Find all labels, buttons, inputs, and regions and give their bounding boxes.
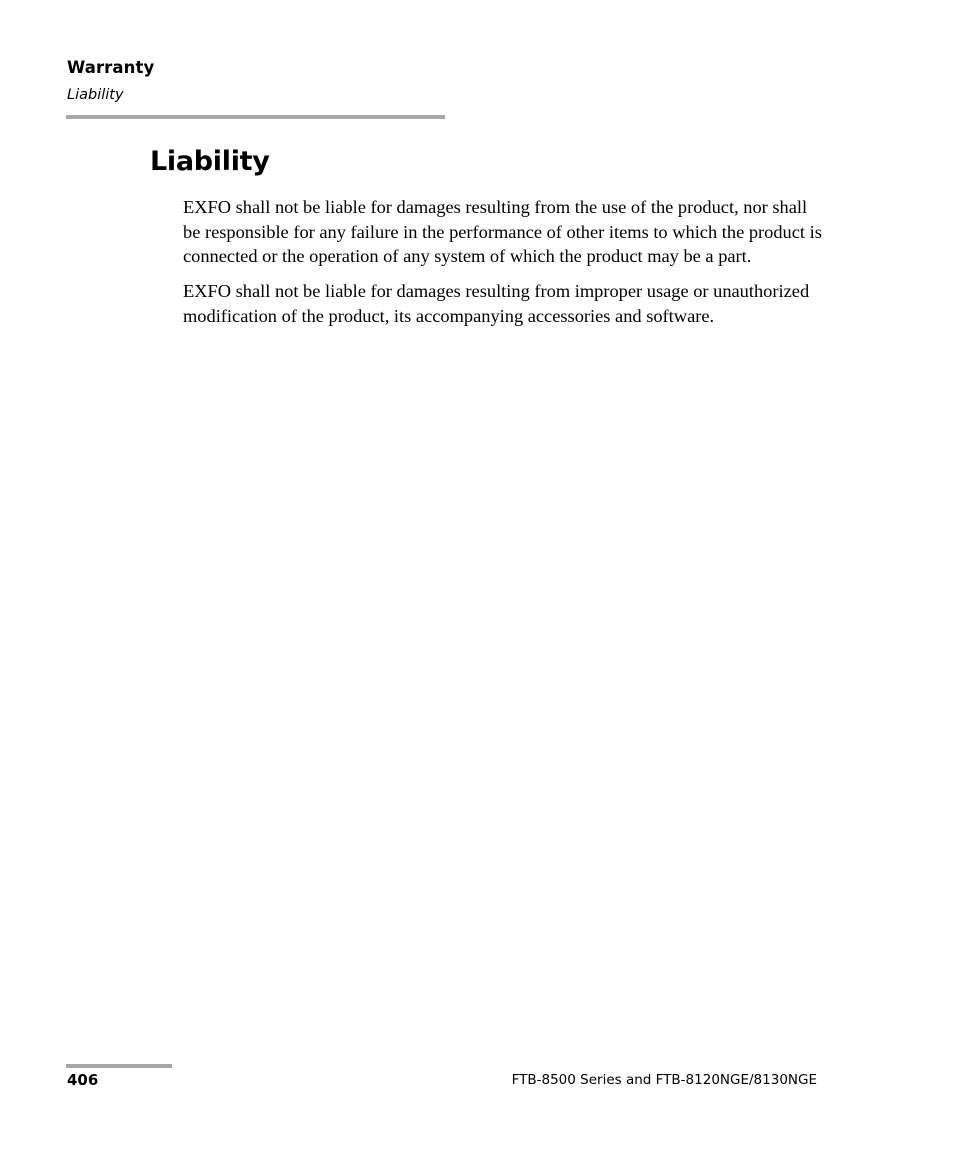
footer-product-name: FTB-8500 Series and FTB-8120NGE/8130NGE bbox=[511, 1072, 817, 1088]
section-body bbox=[183, 195, 823, 339]
running-header-section: Liability bbox=[67, 87, 124, 103]
footer-divider bbox=[66, 1064, 172, 1068]
body-paragraph: EXFO shall not be liable for damages resulting from improper usage or unauthorized modification of the product, its accompanying accessories and software. bbox=[183, 281, 810, 326]
running-header bbox=[67, 57, 445, 105]
running-header-chapter: Warranty bbox=[67, 58, 155, 77]
section-title: Liability bbox=[150, 146, 270, 177]
body-paragraph: EXFO shall not be liable for damages resulting from the use of the product, nor shall be responsible for any failure in the performance of other items to which the product is connected or the operation of any system of which the product may be a part. bbox=[183, 197, 822, 267]
header-divider bbox=[66, 115, 445, 119]
page-number: 406 bbox=[67, 1071, 99, 1089]
